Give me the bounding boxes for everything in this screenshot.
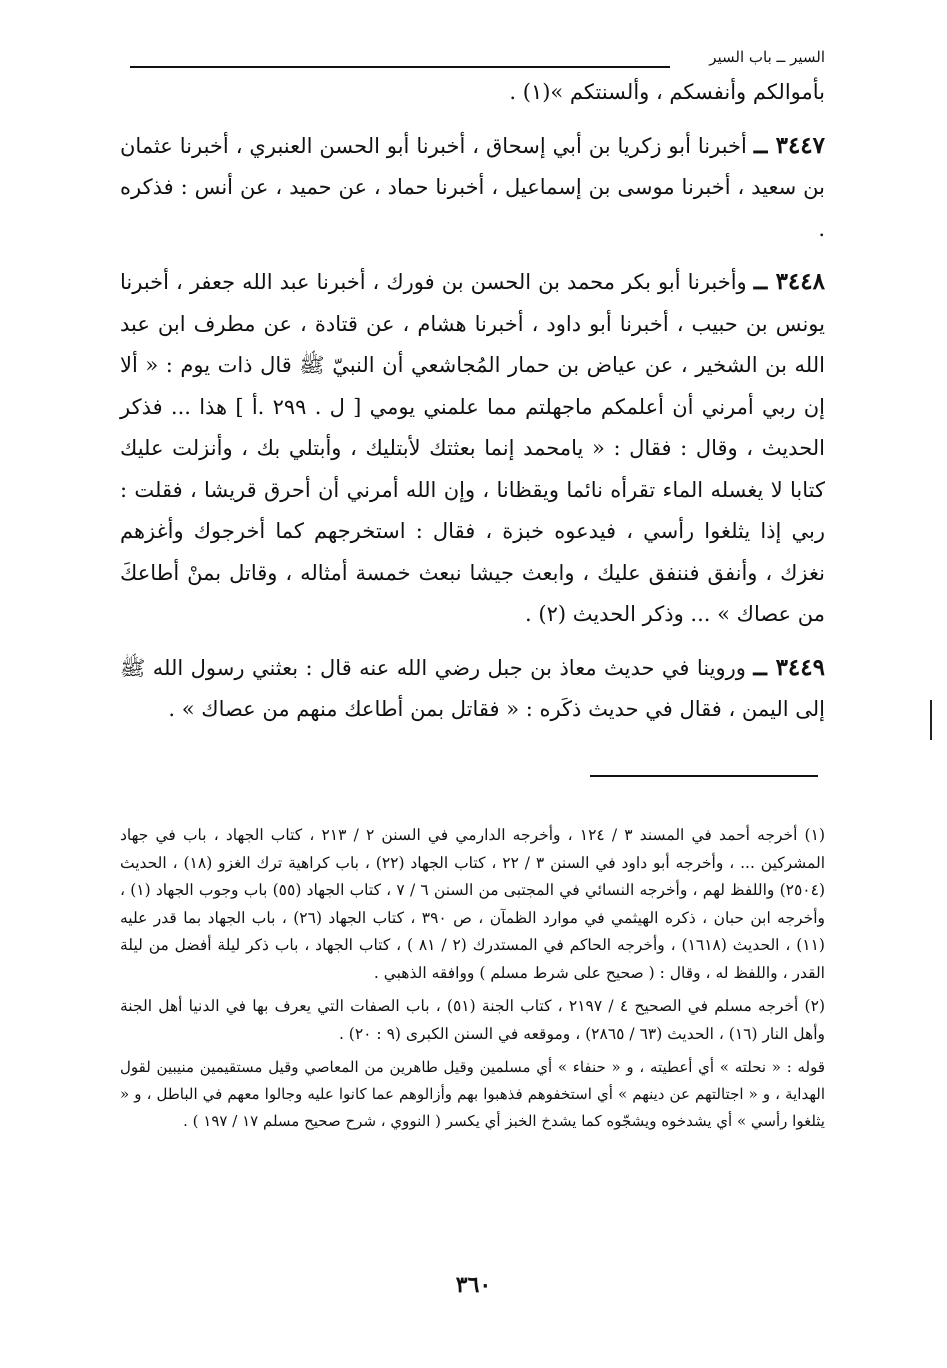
entry-number: ٣٤٤٩ ــ	[753, 653, 825, 681]
footnotes	[120, 822, 825, 1141]
entry-text: وروينا في حديث معاذ بن جبل رضي الله عنه قال : بعثني رسول الله ﷺ إلى اليمن ، فقال في حديث ذكَره : « فقاتل بمن أطاعك منهم من عصاك » .	[120, 655, 825, 721]
hadith-entry-3448	[120, 261, 825, 636]
footnote-gloss: قوله : « نحلته » أي أعطيته ، و « حنفاء » أي مسلمين وقيل طاهرين من المعاصي وقيل مستقيمين منيبين لقول الهداية ، و « اجتالتهم عن دينهم » أي استخفوهم فذهبوا بهم وأزالوهم عما كانوا عليه وجالوا معهم في الباطل ، و « يثلغوا رأسي » أي يشدخوه ويشجّوه كما يشدخ الخبز أي يكسر ( النووي ، شرح صحيح مسلم ١٧ / ١٩٧ ) .	[120, 1058, 826, 1130]
opening-line: بأموالكم وأنفسكم ، وألسنتكم »(١) .	[509, 80, 825, 104]
hadith-entry-3447	[120, 125, 825, 251]
hadith-entry-3449	[120, 647, 825, 731]
running-header: السير ــ باب السير	[709, 48, 825, 66]
entry-number: ٣٤٤٧ ــ	[753, 131, 826, 159]
footnote-2: (٢) أخرجه مسلم في الصحيح ٤ / ٢١٩٧ ، كتاب الجنة (٥١) ، باب الصفات التي يعرف بها في الدنيا أهل الجنة وأهل النار (١٦) ، الحديث (٦٣ / ٢٨٦٥) ، وموقعه في السنن الكبرى (٩ : ٢٠) .	[120, 997, 825, 1043]
header-rule	[130, 66, 670, 68]
scan-edge-mark	[930, 700, 932, 740]
entry-number: ٣٤٤٨ ــ	[753, 268, 825, 295]
page-number: ٣٦٠	[455, 1272, 492, 1298]
entry-text: وأخبرنا أبو بكر محمد بن الحسن بن فورك ، أخبرنا عبد الله جعفر ، أخبرنا يونس بن حبيب ، أخبرنا أبو داود ، أخبرنا هشام ، عن قتادة ، عن مطرف ابن عبد الله بن الشخير ، عن عياض بن حمار المُجاشعي أن النبيّ ﷺ قال ذات يوم : « ألا إن ربي أمرني أن أعلمكم ماجهلتم مما علمني يومي [ ل . ٢٩٩ .أ ] هذا ... فذكر الحديث ، وقال : فقال : « يامحمد إنما بعثتك لأبتليك ، وأبتلي بك ، وأنزلت عليك كتابا لا يغسله الماء تقرأه نائما ويقظانا ، وإن الله أمرني أن أحرق قريشا ، فقلت : ربي إذا يثلغوا رأسي ، فيدعوه خبزة ، فقال : استخرجهم كما أخرجوك وأغزهم نغزك ، وأنفق فننفق عليك ، وابعث جيشا نبعث خمسة أمثاله ، وقاتل بمنْ أطاعكَ من عصاك » ... وذكر الحديث (٢) .	[120, 270, 825, 626]
footnote-rule	[590, 775, 818, 777]
main-text	[120, 72, 825, 742]
entry-text: أخبرنا أبو زكريا بن أبي إسحاق ، أخبرنا أبو الحسن العنبري ، أخبرنا عثمان بن سعيد ، أخبرنا موسى بن إسماعيل ، أخبرنا حماد ، عن حميد ، عن أنس : فذكره .	[120, 133, 825, 241]
footnote-1: (١) أخرجه أحمد في المسند ٣ / ١٢٤ ، وأخرجه الدارمي في السنن ٢ / ٢١٣ ، كتاب الجهاد ، باب في جهاد المشركين ... ، وأخرجه أبو داود في السنن ٣ / ٢٢ ، كتاب الجهاد (٢٢) ، باب كراهية ترك الغزو (١٨) ، الحديث (٢٥٠٤) واللفظ لهم ، وأخرجه النسائي في المجتبى من السنن ٦ / ٧ ، كتاب الجهاد (٥٥) باب وجوب الجهاد (١) ، وأخرجه ابن حبان ، ذكره الهيثمي في موارد الظمآن ، ص ٣٩٠ ، كتاب الجهاد (٢٦) ، باب الجهاد بما قدر عليه (١١) ، الحديث (١٦١٨) ، وأخرجه الحاكم في المستدرك (٢ / ٨١ ) ، كتاب الجهاد ، باب ذكر ليلة أفضل من ليلة القدر ، واللفظ له ، وقال : ( صحيح على شرط مسلم ) ووافقه الذهبي .	[120, 826, 826, 982]
